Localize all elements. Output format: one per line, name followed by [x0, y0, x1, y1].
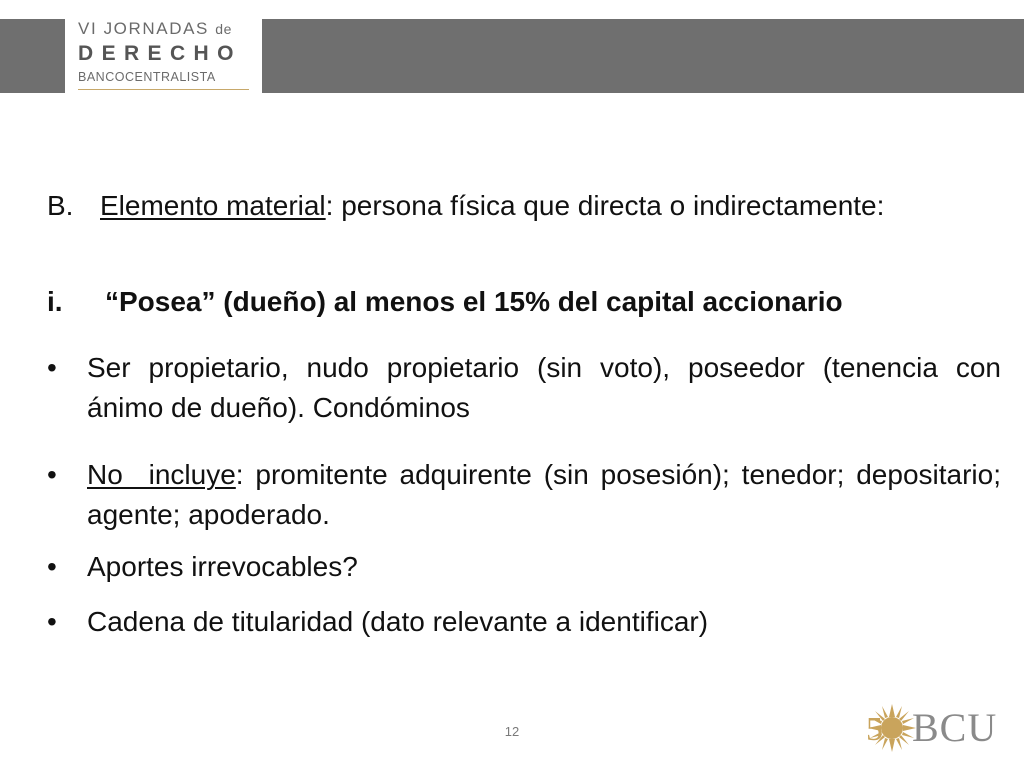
- subitem-text: “Posea” (dueño) al menos el 15% del capital accionario: [105, 286, 843, 317]
- sun-emblem-icon: [864, 700, 916, 756]
- bullet-item: [47, 547, 1001, 587]
- bullet-item: [47, 348, 1001, 428]
- section-marker: B.: [47, 190, 74, 221]
- event-logo: [65, 8, 262, 97]
- bullet-text: Ser propietario, nudo propietario (sin voto), poseedor (tenencia con ánimo de dueño). Condóminos: [87, 352, 1001, 423]
- section-heading: [47, 186, 1001, 230]
- bullet-symbol: •: [47, 551, 57, 582]
- logo-line-2: DERECHO: [78, 42, 242, 65]
- section-term: Elemento material: [100, 190, 326, 221]
- bullet-term: No incluye: [87, 459, 236, 490]
- bullet-symbol: •: [47, 606, 57, 637]
- logo-underline: [78, 89, 249, 90]
- slide-content: [47, 186, 1001, 642]
- section-rest: : persona física que directa o indirectamente:: [325, 190, 885, 221]
- bullet-text: Cadena de titularidad (dato relevante a identificar): [87, 606, 709, 637]
- logo-line-1-suffix: de: [215, 21, 233, 37]
- bullet-symbol: •: [47, 459, 57, 490]
- bcu-numeral: 5: [866, 711, 883, 748]
- bullet-item: [47, 602, 1001, 642]
- section-text: [100, 186, 884, 226]
- page-number: 12: [504, 724, 520, 739]
- bullet-item: [47, 455, 1001, 535]
- logo-line-3: BANCOCENTRALISTA: [78, 70, 216, 84]
- subitem-heading: [47, 282, 1001, 326]
- logo-line-1-main: VI JORNADAS: [78, 19, 209, 38]
- bullet-text: : promitente adquirente (sin posesión); tenedor; depositario; agente; apoderado.: [87, 459, 1001, 530]
- bcu-wordmark: BCU: [912, 705, 998, 750]
- bcu-logo: [864, 700, 1004, 756]
- bullet-text: Aportes irrevocables?: [87, 551, 358, 582]
- subitem-marker: i.: [47, 286, 63, 317]
- logo-line-1: [78, 19, 232, 39]
- bullet-symbol: •: [47, 352, 57, 383]
